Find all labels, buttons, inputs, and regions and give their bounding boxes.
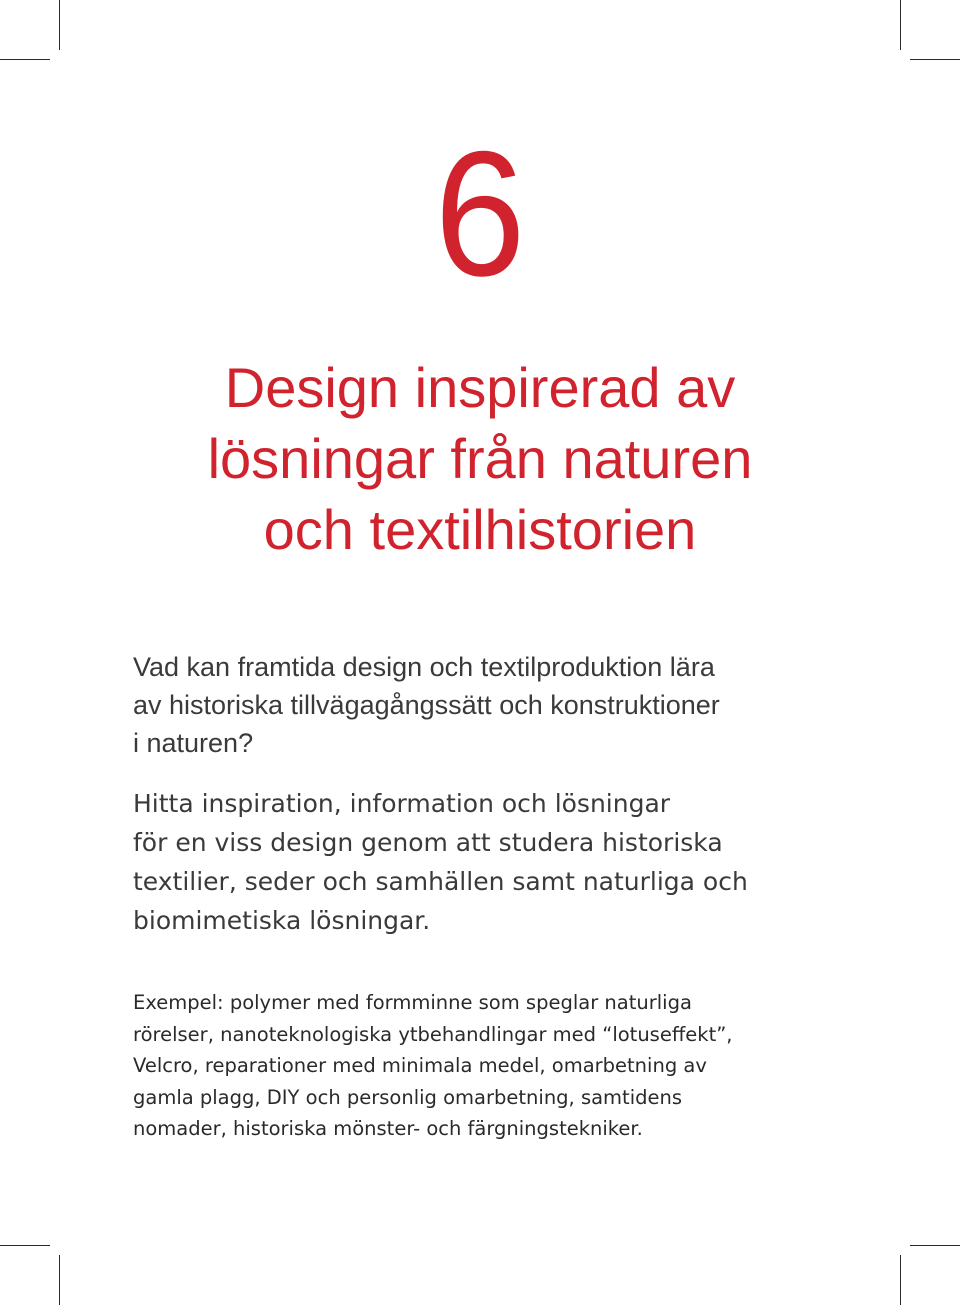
crop-mark-bottom-right-vertical xyxy=(900,1255,901,1305)
body-line: Hitta inspiration, information och lösningar xyxy=(133,789,671,818)
crop-mark-bottom-left-horizontal xyxy=(0,1245,50,1246)
examples-paragraph xyxy=(133,987,733,1145)
chapter-number: 6 xyxy=(434,114,526,313)
lead-line: i naturen? xyxy=(133,728,254,758)
lead-paragraph xyxy=(133,648,720,762)
examples-line: nomader, historiska mönster- och färgningstekniker. xyxy=(133,1117,643,1140)
lead-line: Vad kan framtida design och textilproduktion lära xyxy=(133,652,715,682)
examples-line: rörelser, nanoteknologiska ytbehandlingar med “lotuseffekt”, xyxy=(133,1022,733,1046)
crop-mark-top-right-horizontal xyxy=(910,59,960,60)
examples-line: gamla plagg, DIY och personlig omarbetning, samtidens xyxy=(133,1085,683,1109)
crop-mark-bottom-left-vertical xyxy=(59,1255,60,1305)
crop-mark-top-right-vertical xyxy=(900,0,901,50)
crop-mark-top-left-vertical xyxy=(59,0,60,50)
body-line: biomimetiska lösningar. xyxy=(133,906,431,935)
crop-mark-top-left-horizontal xyxy=(0,59,50,60)
body-line: för en viss design genom att studera historiska xyxy=(133,828,723,857)
chapter-title-line: och textilhistorien xyxy=(263,498,697,561)
body-paragraph xyxy=(133,784,748,940)
chapter-title xyxy=(100,352,860,565)
chapter-title-line: lösningar från naturen xyxy=(207,427,753,490)
chapter-title-line: Design inspirerad av xyxy=(224,356,736,419)
crop-mark-bottom-right-horizontal xyxy=(910,1245,960,1246)
examples-line: Exempel: polymer med formminne som speglar naturliga xyxy=(133,991,692,1014)
examples-line: Velcro, reparationer med minimala medel, omarbetning av xyxy=(133,1054,707,1077)
lead-line: av historiska tillvägagångssätt och konstruktioner xyxy=(133,690,720,720)
body-line: textilier, seder och samhällen samt naturliga och xyxy=(133,867,748,896)
